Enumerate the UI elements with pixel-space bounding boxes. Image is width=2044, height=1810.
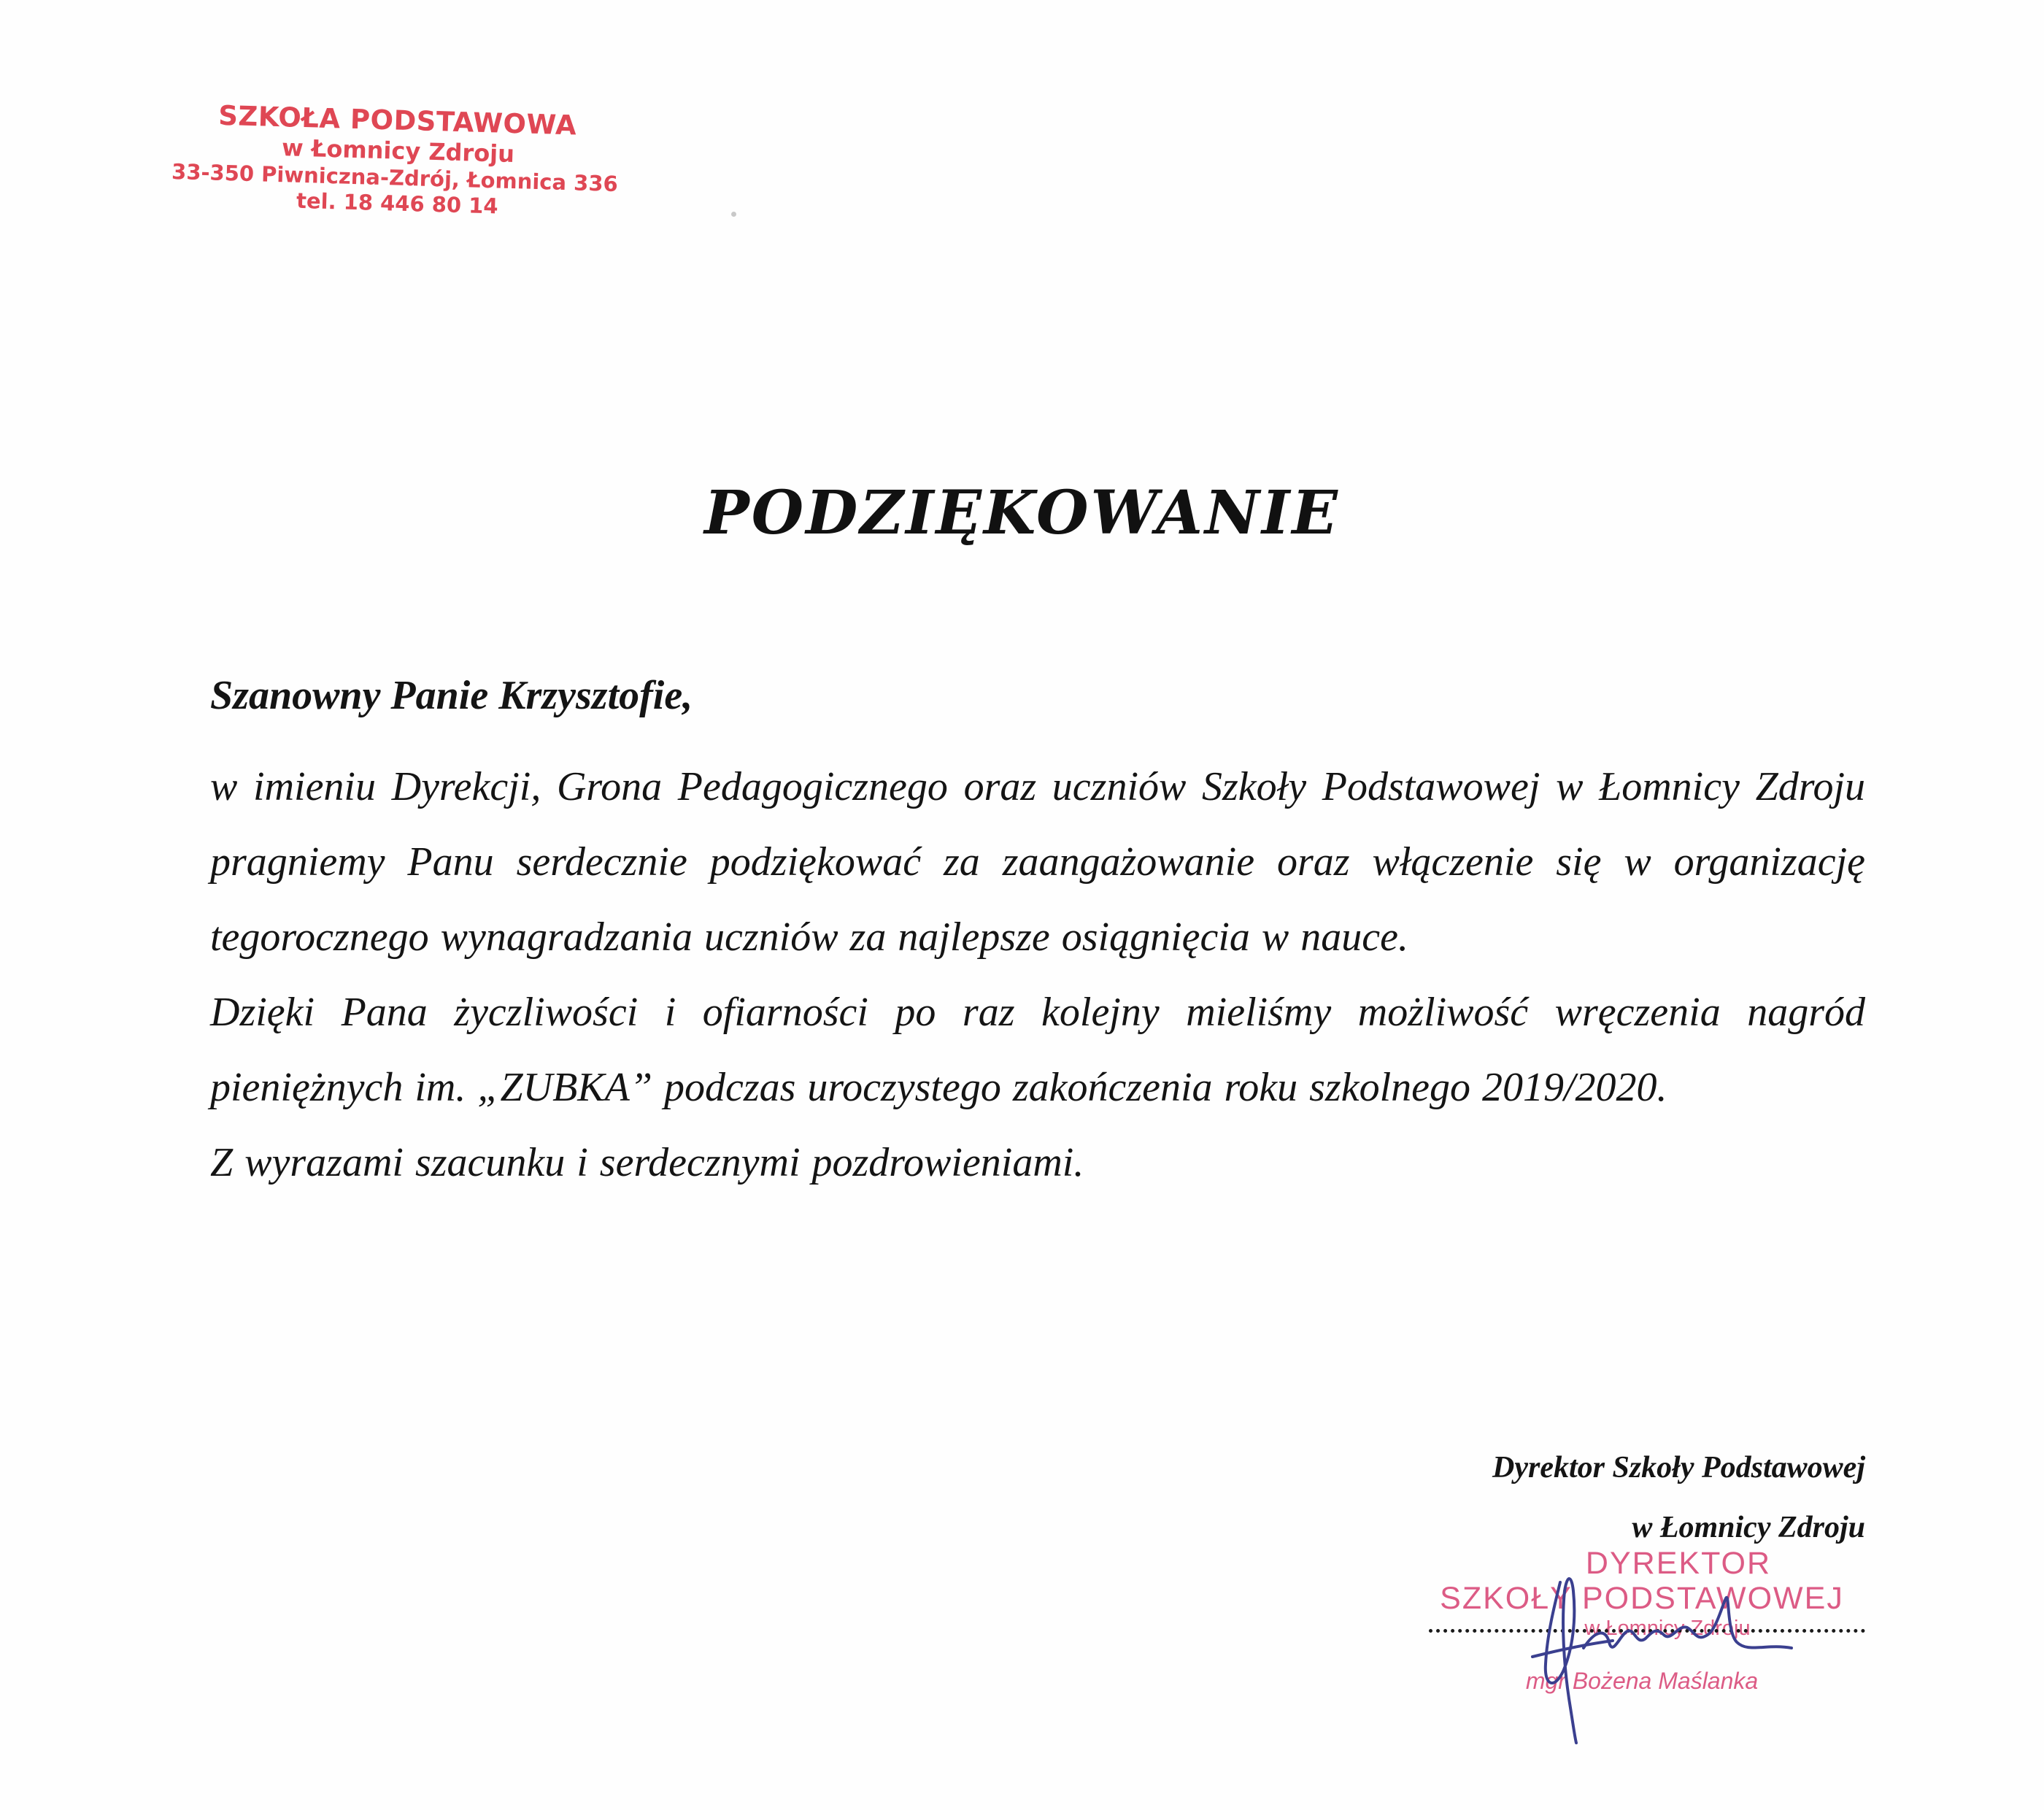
signature-title-line1: Dyrektor Szkoły Podstawowej: [1492, 1451, 1865, 1484]
school-stamp-address: 33-350 Piwniczna-Zdrój, Łomnica 336: [171, 158, 619, 196]
signature-title-line2: w Łomnicy Zdroju: [1632, 1511, 1865, 1544]
paragraph-awards: Dzięki Pana życzliwości i ofiarności po raz kolejny mieliśmy możliwość wręczenia nagród pieniężnych im. „ZUBKA” podczas uroczystego zakończenia roku szkolnego 2019/2020.: [210, 990, 1865, 1111]
scan-speck: [731, 212, 736, 217]
salutation: Szanowny Panie Krzysztofie,: [210, 673, 693, 718]
paragraph-thanks: w imieniu Dyrekcji, Grona Pedagogicznego oraz uczniów Szkoły Podstawowej w Łomnicy Zdroju pragniemy Panu serdecznie podziękować za zaangażowanie oraz włączenie się w organizację tegorocznego wynagradzania uczniów za najlepsze osiągnięcia w nauce.: [210, 764, 1865, 960]
school-stamp: [171, 99, 684, 224]
handwritten-signature: [1503, 1562, 1810, 1744]
school-stamp-phone: tel. 18 446 80 14: [296, 188, 499, 219]
closing-line: Z wyrazami szacunku i serdecznymi pozdrowieniami.: [210, 1140, 1084, 1186]
signature-title: [1492, 1438, 1865, 1557]
director-stamp-title: DYREKTOR: [1585, 1546, 1772, 1581]
director-stamp-person: mgr Bożena Maślanka: [1525, 1668, 1759, 1694]
school-stamp-location: w Łomnicy Zdroju: [281, 134, 515, 169]
director-stamp-school: SZKOŁY PODSTAWOWEJ: [1440, 1581, 1844, 1616]
director-stamp-location: w Łomnicy Zdroju: [1584, 1617, 1751, 1640]
document-title: PODZIĘKOWANIE: [704, 478, 1340, 548]
school-stamp-name: SZKOŁA PODSTAWOWA: [217, 99, 577, 142]
letter-body: [210, 671, 1865, 1201]
